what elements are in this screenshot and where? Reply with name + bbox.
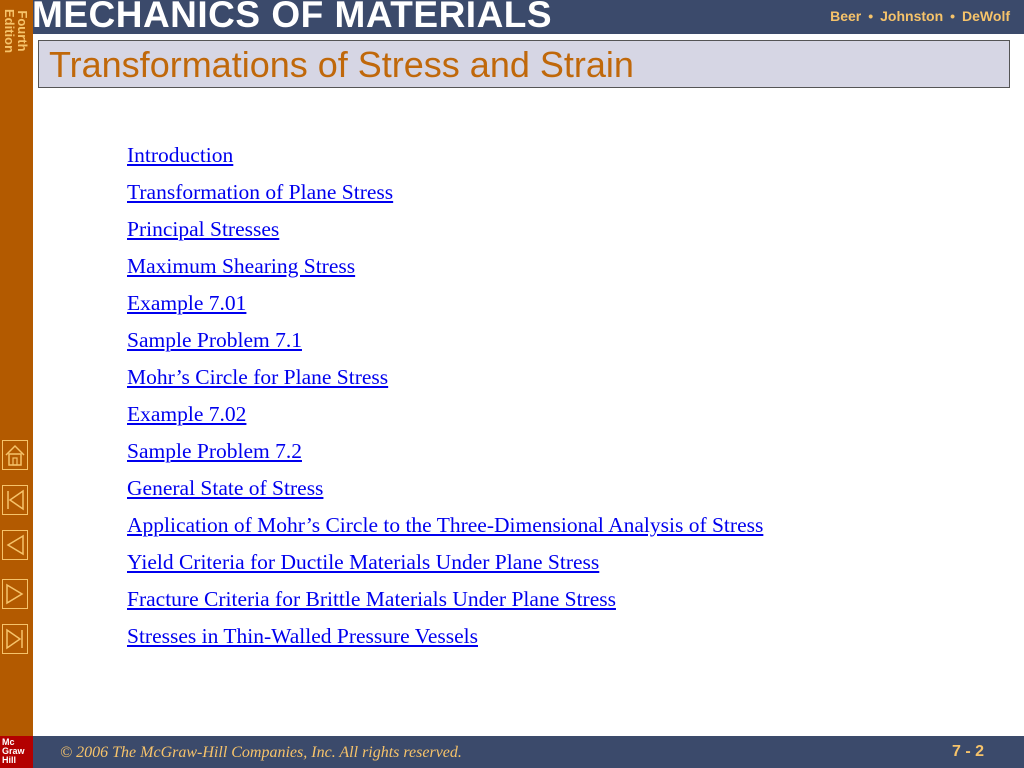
toc-link-maximum-shearing-stress[interactable]: Maximum Shearing Stress bbox=[127, 254, 356, 278]
toc-link-example-7-02[interactable]: Example 7.02 bbox=[127, 402, 247, 426]
toc-link-yield-criteria[interactable]: Yield Criteria for Ductile Materials Under Plane Stress bbox=[127, 550, 600, 574]
previous-slide-button[interactable] bbox=[2, 530, 28, 560]
author-separator: • bbox=[868, 8, 874, 24]
toc-link-sample-problem-7-2[interactable]: Sample Problem 7.2 bbox=[127, 439, 302, 463]
toc-link-principal-stresses[interactable]: Principal Stresses bbox=[127, 217, 280, 241]
slide-title-box bbox=[38, 40, 1010, 88]
author-johnston: Johnston bbox=[880, 8, 944, 24]
toc-link-general-state-of-stress[interactable]: General State of Stress bbox=[127, 476, 324, 500]
toc-item bbox=[127, 585, 763, 622]
edition-line-1: Fourth bbox=[15, 10, 30, 52]
author-dewolf: DeWolf bbox=[962, 8, 1010, 24]
table-of-contents bbox=[127, 141, 763, 659]
page-number: 7 - 2 bbox=[951, 743, 984, 760]
toc-item bbox=[127, 511, 763, 548]
toc-item bbox=[127, 289, 763, 326]
toc-item bbox=[127, 363, 763, 400]
toc-item bbox=[127, 215, 763, 252]
logo-line-3: Hill bbox=[2, 755, 17, 765]
last-slide-button[interactable] bbox=[2, 624, 28, 654]
toc-item bbox=[127, 474, 763, 511]
toc-link-sample-problem-7-1[interactable]: Sample Problem 7.1 bbox=[127, 328, 302, 352]
author-beer: Beer bbox=[830, 8, 862, 24]
edition-line-2: Edition bbox=[2, 8, 17, 54]
home-button[interactable] bbox=[2, 440, 28, 470]
copyright-notice: © 2006 The McGraw-Hill Companies, Inc. All rights reserved. bbox=[60, 744, 462, 761]
toc-item bbox=[127, 141, 763, 178]
toc-item bbox=[127, 178, 763, 215]
edition-label bbox=[0, 0, 33, 62]
toc-link-example-7-01[interactable]: Example 7.01 bbox=[127, 291, 247, 315]
toc-item bbox=[127, 252, 763, 289]
logo-line-2: Graw bbox=[2, 746, 25, 756]
toc-item bbox=[127, 326, 763, 363]
home-icon bbox=[3, 441, 27, 469]
toc-link-transformation-plane-stress[interactable]: Transformation of Plane Stress bbox=[127, 180, 394, 204]
next-slide-icon bbox=[3, 580, 27, 608]
book-title: MECHANICS OF MATERIALS bbox=[32, 0, 553, 35]
slide-title: Transformations of Stress and Strain bbox=[49, 44, 634, 85]
authors bbox=[830, 8, 1010, 24]
toc-item bbox=[127, 400, 763, 437]
toc-item bbox=[127, 622, 763, 659]
mcgraw-hill-logo bbox=[0, 736, 33, 768]
toc-link-fracture-criteria[interactable]: Fracture Criteria for Brittle Materials Under Plane Stress bbox=[127, 587, 616, 611]
last-slide-icon bbox=[3, 625, 27, 653]
author-separator: • bbox=[950, 8, 956, 24]
toc-link-mohrs-circle-plane-stress[interactable]: Mohr’s Circle for Plane Stress bbox=[127, 365, 389, 389]
toc-link-mohrs-circle-3d[interactable]: Application of Mohr’s Circle to the Three-Dimensional Analysis of Stress bbox=[127, 513, 764, 537]
toc-item bbox=[127, 548, 763, 585]
toc-link-pressure-vessels[interactable]: Stresses in Thin-Walled Pressure Vessels bbox=[127, 624, 478, 648]
logo-line-1: Mc bbox=[2, 737, 15, 747]
first-slide-button[interactable] bbox=[2, 485, 28, 515]
toc-item bbox=[127, 437, 763, 474]
toc-link-introduction[interactable]: Introduction bbox=[127, 143, 234, 167]
next-slide-button[interactable] bbox=[2, 579, 28, 609]
first-slide-icon bbox=[3, 486, 27, 514]
previous-slide-icon bbox=[3, 531, 27, 559]
